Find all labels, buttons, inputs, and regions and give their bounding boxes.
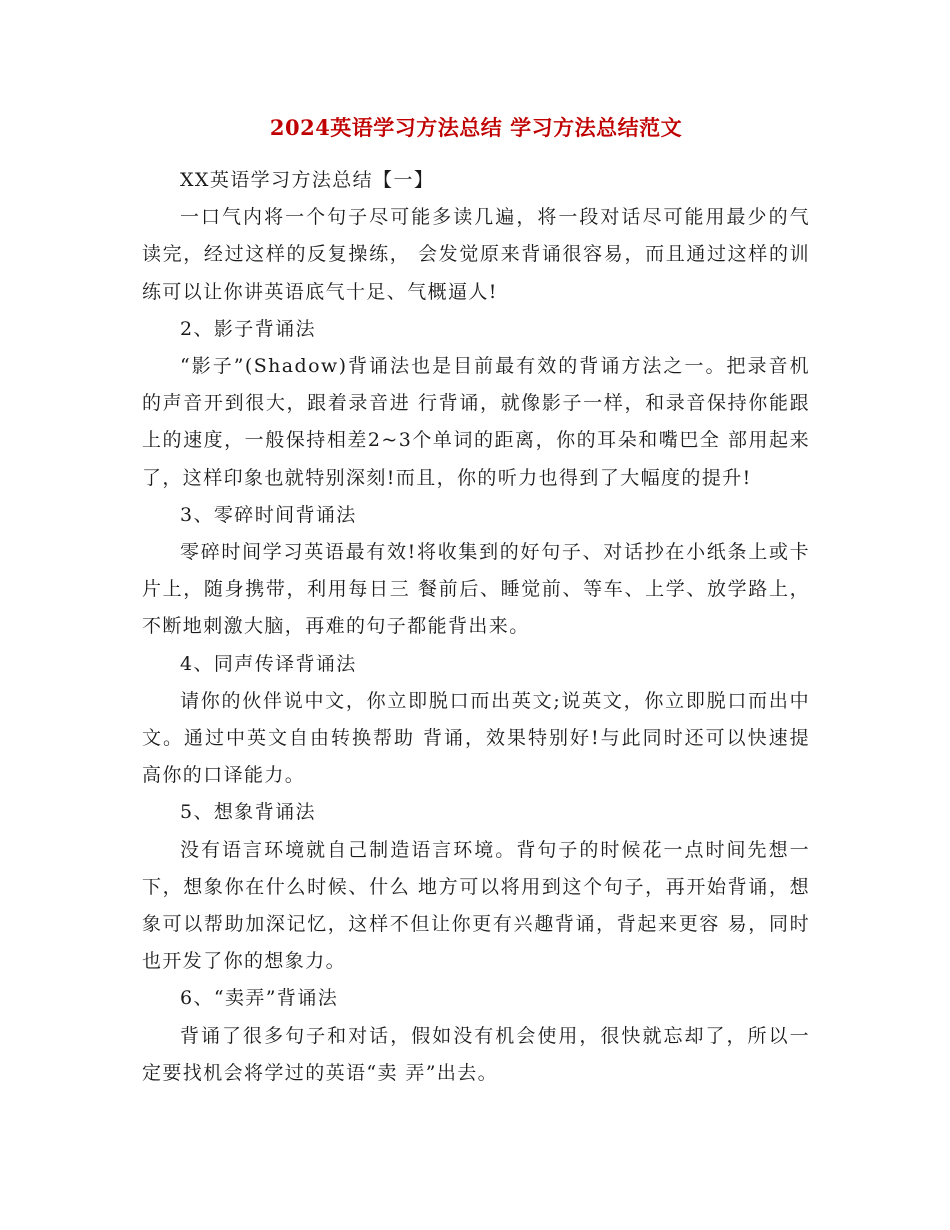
paragraph: 没有语言环境就自己制造语言环境。背句子的时候花一点时间先想一下，想象你在什么时候、什么 地方可以将用到这个句子，再开始背诵，想象可以帮助加深记忆，这样不但让你更有兴趣背诵，背起来更容 易，同时也开发了你的想象力。	[142, 838, 810, 973]
paragraph-section-heading: XX英语学习方法总结【一】	[180, 169, 435, 191]
paragraph: 零碎时间学习英语最有效!将收集到的好句子、对话抄在小纸条上或卡片上，随身携带，利用每日三 餐前后、睡觉前、等车、上学、放学路上，不断地刺激大脑，再难的句子都能背出来。	[142, 541, 810, 638]
paragraph: 背诵了很多句子和对话，假如没有机会使用，很快就忘却了，所以一定要找机会将学过的英语“卖 弄”出去。	[142, 1024, 810, 1084]
paragraph: 请你的伙伴说中文，你立即脱口而出英文;说英文，你立即脱口而出中文。通过中英文自由转换帮助 背诵，效果特别好!与此同时还可以快速提高你的口译能力。	[142, 689, 810, 787]
paragraph-section-heading: 2、影子背诵法	[180, 317, 316, 340]
document-body	[142, 162, 810, 1092]
document-title: 2024英语学习方法总结 学习方法总结范文	[269, 115, 683, 140]
paragraph-section-heading: 6、“卖弄”背诵法	[180, 987, 339, 1010]
paragraph-section-heading: 4、同声传译背诵法	[180, 652, 357, 675]
paragraph: “影子”(Shadow)背诵法也是目前最有效的背诵方法之一。把录音机的声音开到很大，跟着录音进 行背诵，就像影子一样，和录音保持你能跟上的速度，一般保持相差2~3个单词的距离，你的耳朵和嘴巴全 部用起来了，这样印象也就特别深刻!而且，你的听力也得到了大幅度的提升!	[142, 355, 810, 489]
paragraph-section-heading: 5、想象背诵法	[180, 801, 316, 824]
paragraph-section-heading: 3、零碎时间背诵法	[180, 503, 357, 526]
paragraph: 一口气内将一个句子尽可能多读几遍，将一段对话尽可能用最少的气读完，经过这样的反复操练， 会发觉原来背诵很容易，而且通过这样的训练可以让你讲英语底气十足、气概逼人!	[142, 206, 810, 303]
